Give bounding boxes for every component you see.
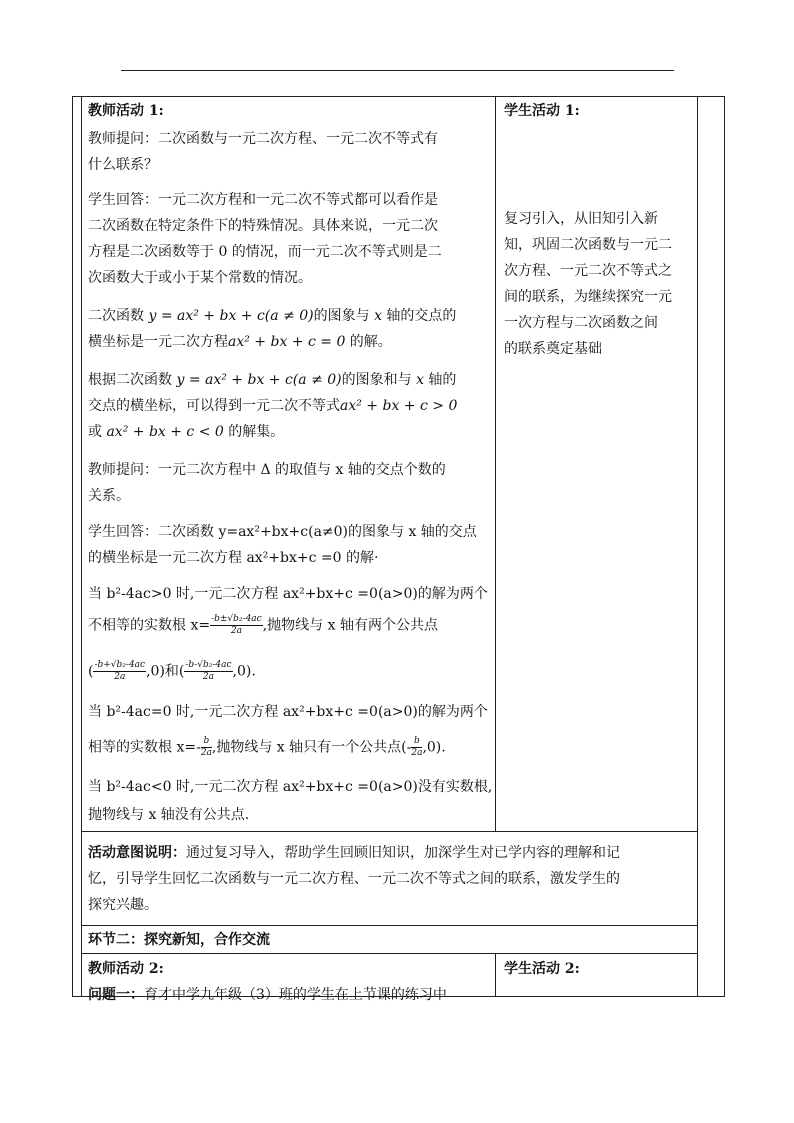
table-col-divider-mid2 [495,953,496,997]
case-negative-discriminant: 当 b²-4ac<0 时,一元二次方程 ax²+bx+c =0(a>0)没有实数根, [88,779,493,795]
table-col-divider-mid [495,96,496,831]
student-activity-1-line: 知，巩固二次函数与一元二 [504,237,672,253]
root-formula-fraction-plus: $\frac{\text{-b+√b₂-4ac}}{2a}$ [94,660,146,682]
student-activity-1-line: 次方程、一元二次不等式之 [504,263,672,279]
root-formula-fraction-minus: $\frac{\text{-b-√b₂-4ac}}{2a}$ [185,660,232,682]
table-row-divider-1 [81,831,697,832]
teacher-question-2: 教师提问：一元二次方程中 Δ 的取值与 x 轴的交点个数的 [88,462,446,478]
teacher-activity-2-title: 教师活动 2: [88,961,164,977]
student-activity-1-line: 复习引入，从旧知引入新 [504,211,658,227]
case-positive-discriminant: 当 b²-4ac>0 时,一元二次方程 ax²+bx+c =0(a>0)的解为两个 [88,586,488,602]
student-answer-2: 学生回答：二次函数 y=ax²+bx+c(a≠0)的图象与 x 轴的交点 [88,524,477,540]
table-row-divider-3 [81,953,697,954]
student-activity-1-line: 一次方程与二次函数之间 [504,315,658,331]
problem-1: 问题一：育才中学九年级（3）班的学生在上节课的练习中 [88,987,447,1003]
student-activity-1-title: 学生活动 1: [504,103,580,119]
activity-intent: 活动意图说明：通过复习导入，帮助学生回顾旧知识，加深学生对已学内容的理解和记 [88,845,620,861]
table-row-divider-2 [81,925,697,926]
table-col-divider-right [697,96,698,997]
teacher-question-1: 教师提问：二次函数与一元二次方程、一元二次不等式有 [88,131,438,147]
table-col-divider-left [81,96,82,997]
student-activity-1-line: 间的联系，为继续探究一元 [504,289,672,305]
header-rule [121,70,674,71]
student-activity-1-line: 的联系奠定基础 [504,341,602,357]
student-answer-1: 学生回答：一元二次方程和一元二次不等式都可以看作是 [88,192,438,208]
quadratic-function-paragraph: 二次函数 y = ax² + bx + c(a ≠ 0)的图象与 x 轴的交点的 [88,308,457,324]
double-root-fraction: $\frac{b}{2a}$ [200,736,212,758]
student-activity-2-title: 学生活动 2: [504,961,580,977]
case-zero-discriminant: 当 b²-4ac=0 时,一元二次方程 ax²+bx+c =0(a>0)的解为两个 [88,704,488,720]
root-formula-fraction: $\frac{\text{-b±√b₂-4ac}}{2a}$ [211,614,262,636]
inequality-paragraph: 根据二次函数 y = ax² + bx + c(a ≠ 0)的图象和与 x 轴的 [88,372,457,388]
vertex-fraction: $\frac{b}{2a}$ [411,736,423,758]
teacher-activity-1-title: 教师活动 1: [88,103,164,119]
section-2-title: 环节二：探究新知，合作交流 [88,932,270,948]
